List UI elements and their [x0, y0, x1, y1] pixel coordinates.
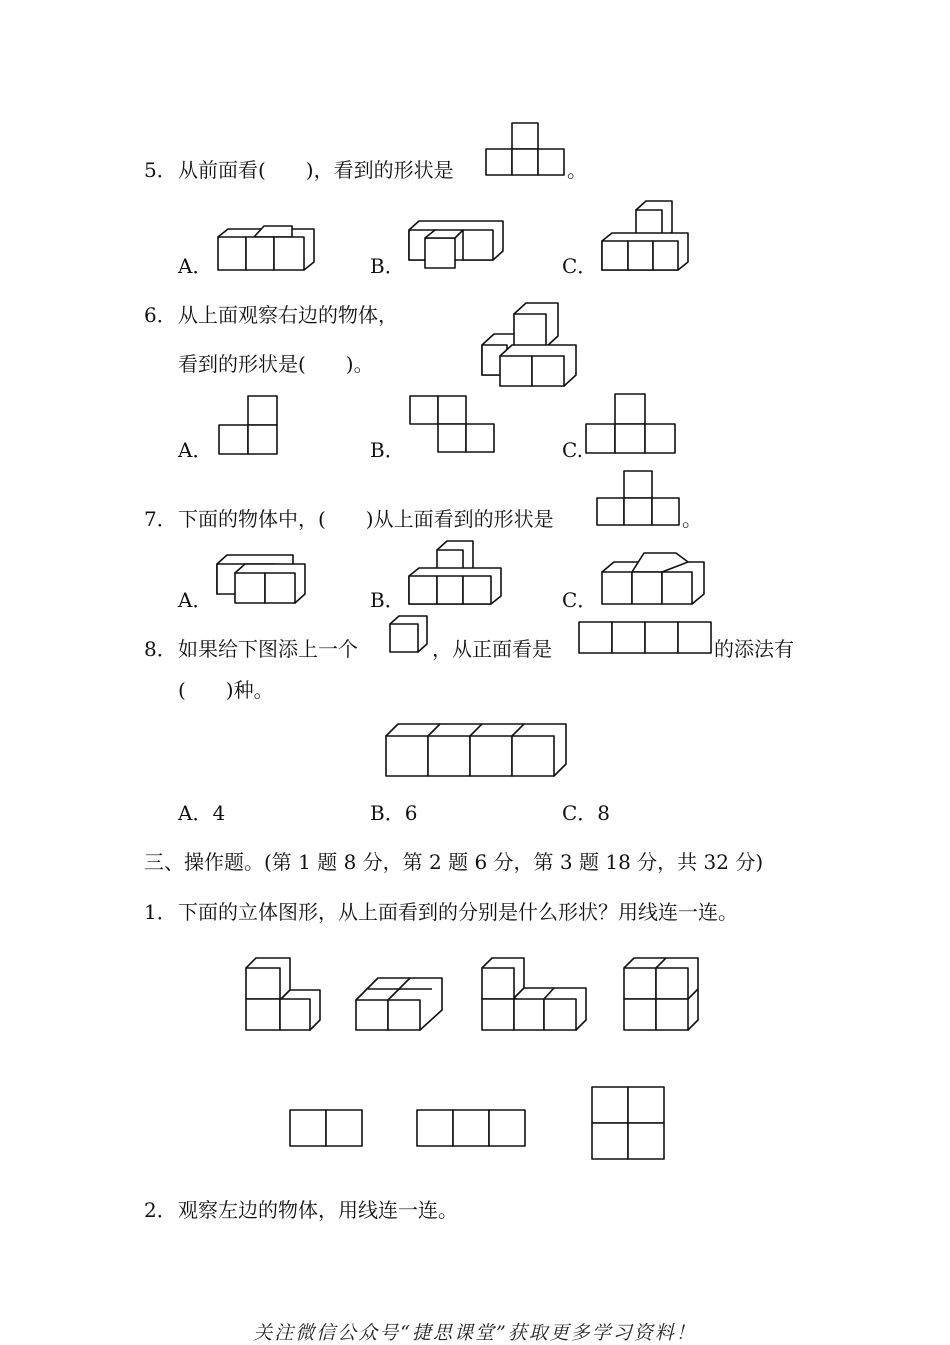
p1-solid-4 — [622, 956, 702, 1034]
q6-figure-a — [217, 394, 281, 456]
q7-option-b: B． — [370, 588, 405, 612]
q6-option-a: A． — [178, 438, 213, 462]
p1-solid-1 — [244, 956, 324, 1034]
p2-text: 观察左边的物体，用线连一连。 — [178, 1198, 458, 1222]
q8-cube-row — [384, 722, 572, 780]
q8-number: 8． — [144, 637, 177, 661]
q7-target-view — [595, 468, 685, 528]
q7-figure-b — [407, 538, 505, 608]
q5-number: 5． — [144, 158, 177, 182]
q8-option-a: A．4 — [178, 801, 226, 825]
q5-option-a: A． — [178, 254, 213, 278]
q8-option-c: C．8 — [562, 801, 611, 825]
section3-heading: 三、操作题。(第 1 题 8 分，第 2 题 6 分，第 3 题 18 分，共 32 分) — [144, 850, 764, 874]
q7-number: 7． — [144, 507, 177, 531]
q7-figure-a — [215, 552, 309, 608]
q7-text: 下面的物体中，( )从上面看到的形状是 — [178, 507, 554, 531]
q8-line2: ( )种。 — [178, 678, 274, 702]
q8-front-view — [577, 620, 715, 656]
q8-text-c: 的添法有 — [714, 637, 794, 661]
q5-period: 。 — [567, 158, 587, 182]
p1-view-2 — [415, 1108, 527, 1148]
q8-option-b: B．6 — [370, 801, 418, 825]
q5-figure-a — [216, 222, 318, 274]
q8-text-b: ，从正面看是 — [432, 637, 552, 661]
q8-single-cube — [388, 614, 432, 656]
q7-option-a: A． — [178, 588, 213, 612]
footer-watermark: 关注微信公众号“捷思课堂”获取更多学习资料！ — [253, 1322, 697, 1344]
q8-text-a: 如果给下图添上一个 — [178, 637, 358, 661]
p1-view-3 — [590, 1085, 666, 1161]
q5-target-view — [484, 120, 574, 176]
q5-text: 从前面看( )，看到的形状是 — [178, 158, 454, 182]
q6-line2: 看到的形状是( )。 — [178, 352, 374, 376]
q6-object — [480, 300, 580, 390]
q6-option-c: C. — [562, 438, 583, 462]
p1-solid-3 — [480, 956, 590, 1034]
p1-number: 1． — [144, 900, 177, 924]
q5-figure-b — [407, 218, 509, 272]
q6-number: 6． — [144, 303, 177, 327]
p1-view-1 — [288, 1108, 364, 1148]
p1-text: 下面的立体图形，从上面看到的分别是什么形状？用线连一连。 — [178, 900, 738, 924]
q6-figure-c — [584, 392, 678, 456]
q7-period: 。 — [682, 507, 702, 531]
q5-figure-c — [600, 198, 694, 274]
q5-option-c: C． — [562, 254, 598, 278]
q6-line1: 从上面观察右边的物体， — [178, 303, 398, 327]
p1-solid-2 — [354, 972, 446, 1034]
q7-option-c: C． — [562, 588, 598, 612]
p2-number: 2． — [144, 1198, 177, 1222]
q5-option-b: B． — [370, 254, 405, 278]
q6-option-b: B． — [370, 438, 405, 462]
q6-figure-b — [408, 394, 498, 456]
q7-figure-c — [600, 550, 710, 608]
